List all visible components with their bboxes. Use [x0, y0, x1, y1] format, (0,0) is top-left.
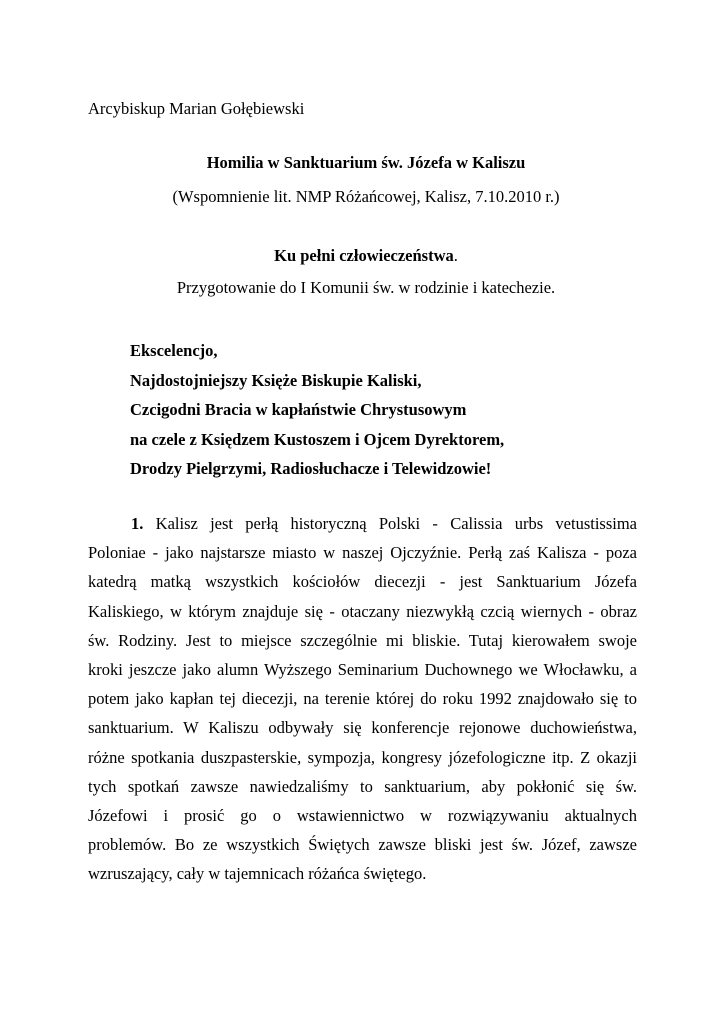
salutation-block — [130, 336, 504, 484]
paragraph-line: wzruszający, cały w tajemnicach różańca świętego. — [88, 864, 427, 884]
theme-heading-dot: . — [453, 246, 458, 265]
paragraph-line: sanktuarium. W Kaliszu odbywały się konferencje rejonowe duchowieństwa, — [88, 718, 637, 738]
theme-heading-bold: Ku pełni człowieczeństwa — [274, 246, 454, 265]
theme-heading — [4, 246, 724, 266]
paragraph-1 — [88, 509, 637, 888]
paragraph-line: potem jako kapłan tej diecezji, na terenie której do roku 1992 znajdowało się to — [88, 689, 637, 709]
paragraph-line: św. Rodziny. Jest to miejsce szczególnie mi bliskie. Tutaj kierowałem swoje — [88, 630, 637, 650]
theme-subheading: Przygotowanie do I Komunii św. w rodzinie i katechezie. — [176, 278, 556, 297]
paragraph-line: katedrą matką wszystkich kościołów diecezji - jest Sanktuarium Józefa — [88, 572, 637, 592]
salutation-line: na czele z Księdzem Kustoszem i Ojcem Dyrektorem, — [130, 429, 505, 449]
homily-subtitle: (Wspomnienie lit. NMP Różańcowej, Kalisz, 7.10.2010 r.) — [172, 187, 560, 206]
paragraph-line: Poloniae - jako najstarsze miasto w naszej Ojczyźnie. Perłą zaś Kalisza - poza — [88, 543, 637, 563]
author-line: Arcybiskup Marian Gołębiewski — [88, 99, 305, 118]
paragraph-line: Kaliskiego, w którym znajduje się - otaczany niezwykłą czcią wiernych - obraz — [88, 601, 637, 621]
salutation-line: Drodzy Pielgrzymi, Radiosłuchacze i Telewidzowie! — [130, 459, 492, 478]
paragraph-line — [88, 509, 637, 538]
homily-title: Homilia w Sanktuarium św. Józefa w Kaliszu — [206, 153, 526, 172]
salutation-line: Najdostojniejszy Księże Biskupie Kaliski, — [130, 370, 422, 390]
paragraph-number: 1. — [131, 514, 144, 533]
paragraph-line: problemów. Bo ze wszystkich Świętych zawsze bliski jest św. Józef, zawsze — [88, 835, 637, 855]
paragraph-line-text: Kalisz jest perłą historyczną Polski - Calissia urbs vetustissima — [155, 514, 637, 533]
salutation-line: Czcigodni Bracia w kapłaństwie Chrystusowym — [130, 400, 467, 419]
paragraph-line: tych spotkań zawsze nawiedzaliśmy to sanktuarium, aby pokłonić się św. — [88, 776, 637, 796]
paragraph-line: Józefowi i prosić go o wstawiennictwo w rozwiązywaniu aktualnych — [88, 805, 637, 825]
paragraph-line: kroki jeszcze jako alumn Wyższego Seminarium Duchownego we Włocławku, a — [88, 659, 637, 679]
salutation-line: Ekscelencjo, — [130, 341, 218, 360]
paragraph-line: różne spotkania duszpasterskie, sympozja, kongresy józefologiczne itp. Z okazji — [88, 747, 637, 767]
